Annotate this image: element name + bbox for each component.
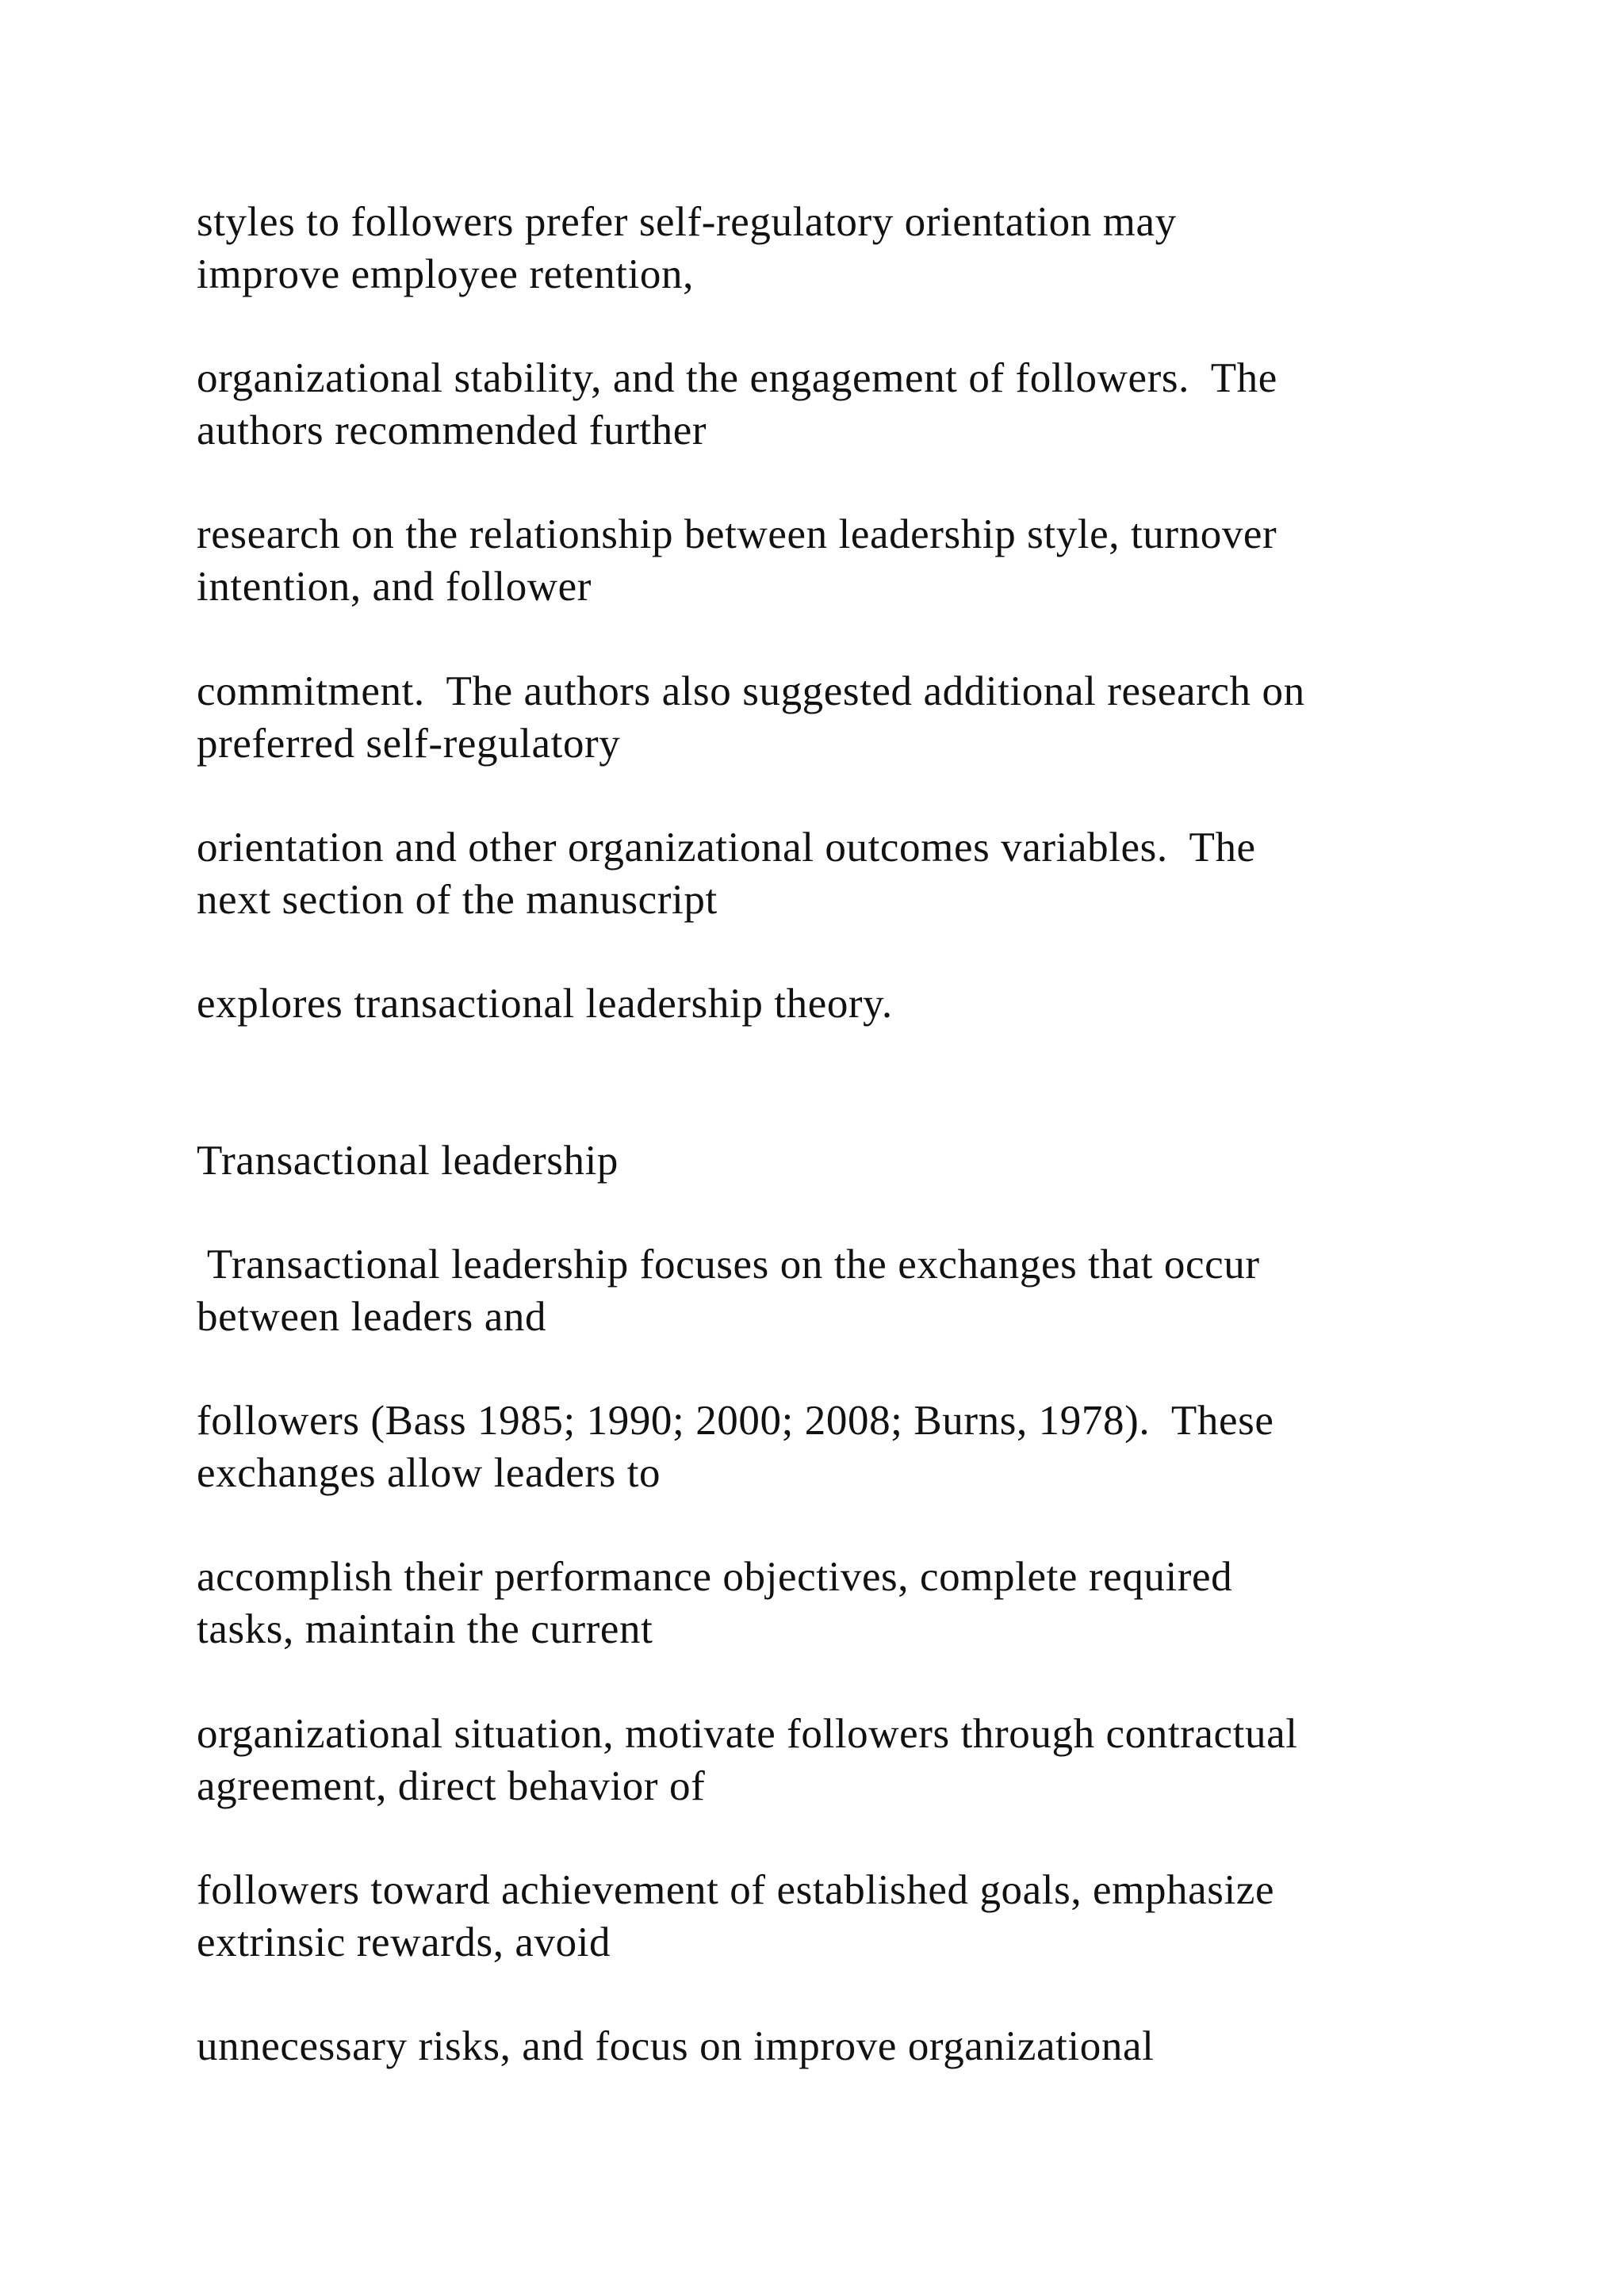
body-text-line: organizational stability, and the engagement of followers. The xyxy=(197,355,1277,401)
body-text-line: authors recommended further xyxy=(197,408,707,453)
body-text-line: explores transactional leadership theory. xyxy=(197,981,893,1027)
body-text-line: followers (Bass 1985; 1990; 2000; 2008; Burns, 1978). These xyxy=(197,1398,1274,1444)
body-text-line: styles to followers prefer self-regulatory orientation may xyxy=(197,199,1177,245)
body-text-line: extrinsic rewards, avoid xyxy=(197,1919,611,1965)
body-text-line: next section of the manuscript xyxy=(197,877,718,923)
body-text-line: accomplish their performance objectives, complete required xyxy=(197,1554,1233,1600)
body-text-line: preferred self-regulatory xyxy=(197,721,621,767)
body-text-line: commitment. The authors also suggested additional research on xyxy=(197,668,1305,714)
body-text-line: tasks, maintain the current xyxy=(197,1606,653,1652)
body-text-line: unnecessary risks, and focus on improve organizational xyxy=(197,2023,1155,2069)
section-heading: Transactional leadership xyxy=(197,1138,619,1184)
body-text-line: orientation and other organizational outcomes variables. The xyxy=(197,825,1256,871)
body-text-line: organizational situation, motivate followers through contractual xyxy=(197,1711,1298,1757)
body-text-line: improve employee retention, xyxy=(197,251,694,297)
body-text-line: Transactional leadership focuses on the exchanges that occur xyxy=(197,1242,1260,1288)
body-text-line: exchanges allow leaders to xyxy=(197,1450,661,1496)
body-text-line: agreement, direct behavior of xyxy=(197,1763,706,1809)
body-text-line: followers toward achievement of established goals, emphasize xyxy=(197,1867,1275,1913)
body-text-line: intention, and follower xyxy=(197,564,592,610)
body-text-line: research on the relationship between leadership style, turnover xyxy=(197,511,1277,557)
body-text-line: between leaders and xyxy=(197,1294,547,1340)
